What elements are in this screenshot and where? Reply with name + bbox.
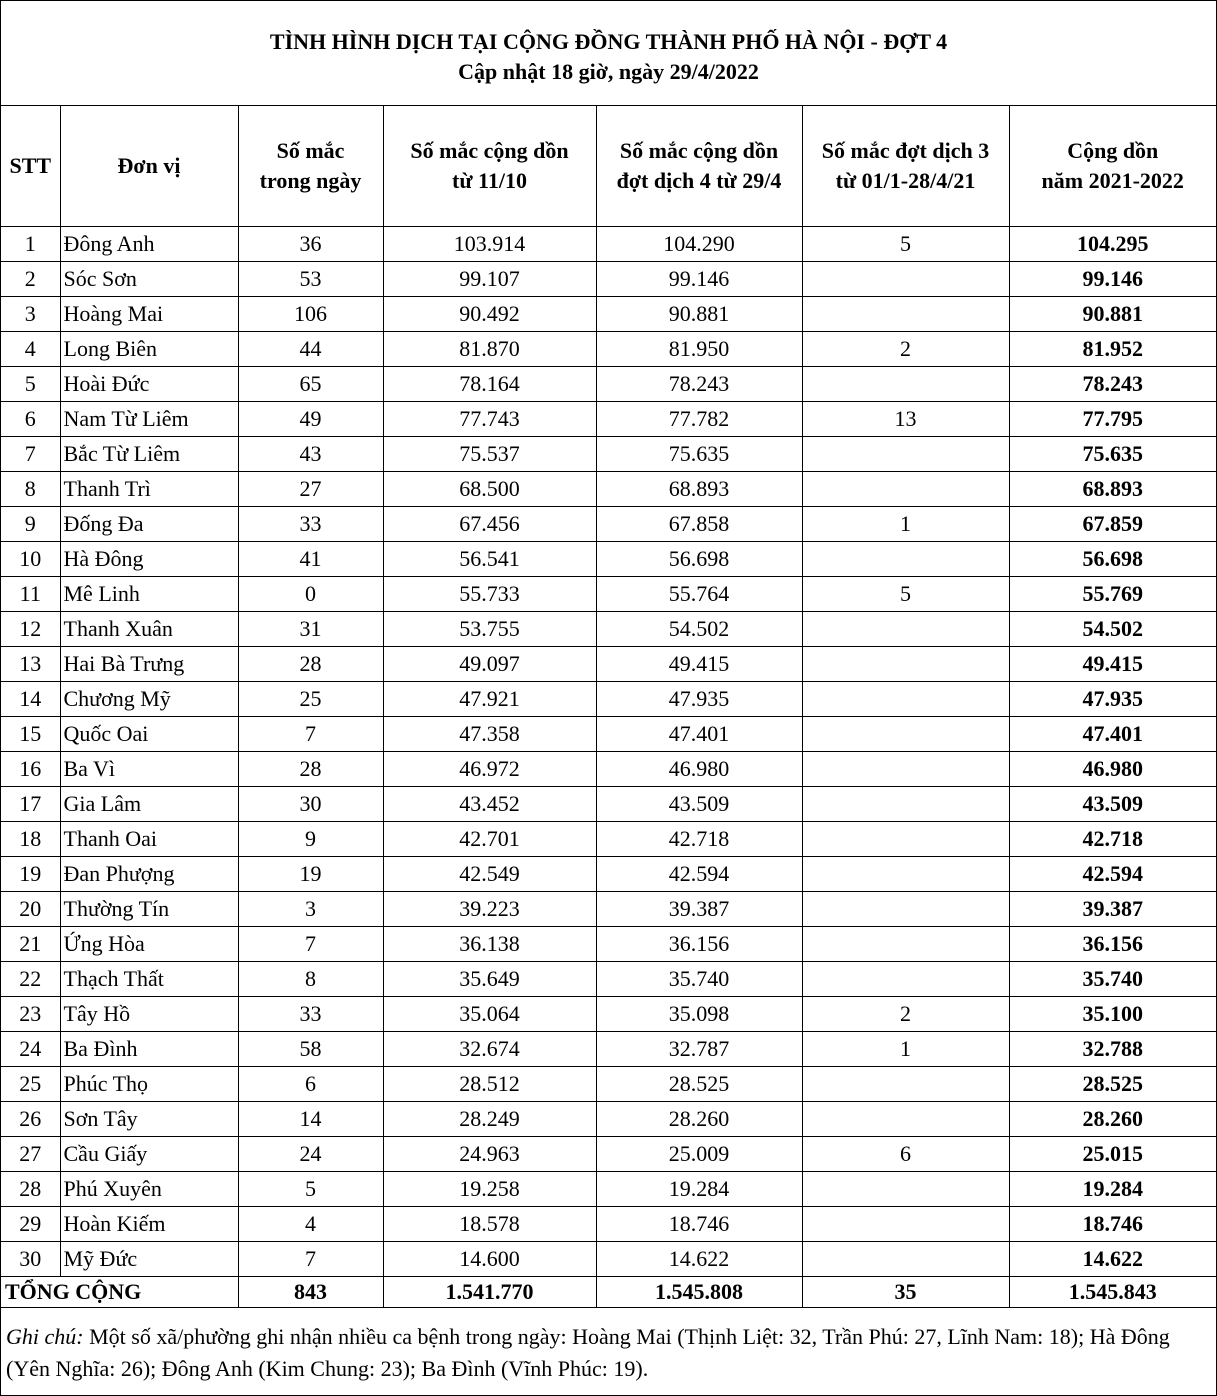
cell-don-vi: Ba Đình bbox=[60, 1032, 238, 1067]
cell-so-mac-trong-ngay: 36 bbox=[238, 227, 383, 262]
header-stt: STT bbox=[1, 106, 60, 227]
cell-so-mac-trong-ngay: 8 bbox=[238, 962, 383, 997]
cell-don-vi: Long Biên bbox=[60, 332, 238, 367]
cell-so-mac-trong-ngay: 25 bbox=[238, 682, 383, 717]
cell-stt: 5 bbox=[1, 367, 60, 402]
cell-don-vi: Phúc Thọ bbox=[60, 1067, 238, 1102]
title-block bbox=[1, 1, 1216, 106]
cell-cong-don-dot4: 104.290 bbox=[596, 227, 802, 262]
cell-cong-don-nam: 47.401 bbox=[1009, 717, 1216, 752]
cell-so-mac-trong-ngay: 6 bbox=[238, 1067, 383, 1102]
cell-cong-don-nam: 28.260 bbox=[1009, 1102, 1216, 1137]
cell-stt: 16 bbox=[1, 752, 60, 787]
cell-stt: 10 bbox=[1, 542, 60, 577]
cell-don-vi: Đan Phượng bbox=[60, 857, 238, 892]
header-dot3: Số mắc đợt dịch 3 từ 01/1-28/4/21 bbox=[802, 106, 1009, 227]
total-so-mac-trong-ngay: 843 bbox=[238, 1277, 383, 1308]
cell-so-mac-trong-ngay: 44 bbox=[238, 332, 383, 367]
cell-cong-don-11-10: 28.249 bbox=[383, 1102, 596, 1137]
cell-dot3 bbox=[802, 647, 1009, 682]
cell-cong-don-dot4: 67.858 bbox=[596, 507, 802, 542]
cell-don-vi: Phú Xuyên bbox=[60, 1172, 238, 1207]
cell-cong-don-11-10: 42.549 bbox=[383, 857, 596, 892]
cell-so-mac-trong-ngay: 33 bbox=[238, 997, 383, 1032]
cell-so-mac-trong-ngay: 28 bbox=[238, 752, 383, 787]
cell-cong-don-dot4: 42.594 bbox=[596, 857, 802, 892]
cell-cong-don-dot4: 25.009 bbox=[596, 1137, 802, 1172]
cell-don-vi: Thanh Xuân bbox=[60, 612, 238, 647]
table-row bbox=[1, 752, 1216, 787]
cell-dot3 bbox=[802, 752, 1009, 787]
table-row bbox=[1, 227, 1216, 262]
cell-cong-don-dot4: 55.764 bbox=[596, 577, 802, 612]
cell-cong-don-11-10: 43.452 bbox=[383, 787, 596, 822]
cell-stt: 11 bbox=[1, 577, 60, 612]
cell-cong-don-11-10: 67.456 bbox=[383, 507, 596, 542]
cell-stt: 15 bbox=[1, 717, 60, 752]
cell-so-mac-trong-ngay: 49 bbox=[238, 402, 383, 437]
cell-cong-don-nam: 90.881 bbox=[1009, 297, 1216, 332]
cell-cong-don-dot4: 19.284 bbox=[596, 1172, 802, 1207]
table-row bbox=[1, 1172, 1216, 1207]
cell-cong-don-dot4: 18.746 bbox=[596, 1207, 802, 1242]
cell-dot3 bbox=[802, 822, 1009, 857]
cell-so-mac-trong-ngay: 9 bbox=[238, 822, 383, 857]
cell-so-mac-trong-ngay: 58 bbox=[238, 1032, 383, 1067]
cell-dot3: 5 bbox=[802, 577, 1009, 612]
cell-don-vi: Ba Vì bbox=[60, 752, 238, 787]
cell-stt: 25 bbox=[1, 1067, 60, 1102]
cell-stt: 29 bbox=[1, 1207, 60, 1242]
cell-dot3 bbox=[802, 542, 1009, 577]
cell-dot3: 5 bbox=[802, 227, 1009, 262]
header-cong-don-11-10: Số mắc cộng dồn từ 11/10 bbox=[383, 106, 596, 227]
cell-dot3 bbox=[802, 682, 1009, 717]
cell-cong-don-nam: 42.594 bbox=[1009, 857, 1216, 892]
cell-so-mac-trong-ngay: 41 bbox=[238, 542, 383, 577]
cell-cong-don-nam: 35.100 bbox=[1009, 997, 1216, 1032]
cell-dot3 bbox=[802, 1172, 1009, 1207]
cell-don-vi: Hai Bà Trưng bbox=[60, 647, 238, 682]
cell-cong-don-nam: 55.769 bbox=[1009, 577, 1216, 612]
header-don-vi: Đơn vị bbox=[60, 106, 238, 227]
total-dot3: 35 bbox=[802, 1277, 1009, 1308]
table-row bbox=[1, 577, 1216, 612]
cell-stt: 21 bbox=[1, 927, 60, 962]
cell-cong-don-11-10: 39.223 bbox=[383, 892, 596, 927]
cell-don-vi: Gia Lâm bbox=[60, 787, 238, 822]
table-row bbox=[1, 857, 1216, 892]
cell-cong-don-11-10: 49.097 bbox=[383, 647, 596, 682]
cell-so-mac-trong-ngay: 14 bbox=[238, 1102, 383, 1137]
total-cong-don-dot4: 1.545.808 bbox=[596, 1277, 802, 1308]
cell-stt: 30 bbox=[1, 1242, 60, 1277]
cases-table bbox=[1, 106, 1216, 1308]
cell-don-vi: Cầu Giấy bbox=[60, 1137, 238, 1172]
cell-cong-don-nam: 42.718 bbox=[1009, 822, 1216, 857]
table-row bbox=[1, 437, 1216, 472]
cell-cong-don-11-10: 35.649 bbox=[383, 962, 596, 997]
table-row bbox=[1, 822, 1216, 857]
cell-stt: 27 bbox=[1, 1137, 60, 1172]
cell-cong-don-nam: 99.146 bbox=[1009, 262, 1216, 297]
cell-don-vi: Chương Mỹ bbox=[60, 682, 238, 717]
cell-cong-don-nam: 36.156 bbox=[1009, 927, 1216, 962]
cell-don-vi: Thanh Oai bbox=[60, 822, 238, 857]
cell-dot3 bbox=[802, 717, 1009, 752]
table-row bbox=[1, 1242, 1216, 1277]
cell-cong-don-nam: 68.893 bbox=[1009, 472, 1216, 507]
table-body bbox=[1, 227, 1216, 1308]
cell-cong-don-dot4: 81.950 bbox=[596, 332, 802, 367]
cell-cong-don-dot4: 46.980 bbox=[596, 752, 802, 787]
cell-so-mac-trong-ngay: 3 bbox=[238, 892, 383, 927]
cell-dot3 bbox=[802, 1242, 1009, 1277]
cell-cong-don-dot4: 14.622 bbox=[596, 1242, 802, 1277]
cell-so-mac-trong-ngay: 27 bbox=[238, 472, 383, 507]
cell-cong-don-nam: 47.935 bbox=[1009, 682, 1216, 717]
cell-dot3: 1 bbox=[802, 507, 1009, 542]
cell-cong-don-dot4: 90.881 bbox=[596, 297, 802, 332]
cell-don-vi: Tây Hồ bbox=[60, 997, 238, 1032]
table-row bbox=[1, 1137, 1216, 1172]
cell-cong-don-dot4: 78.243 bbox=[596, 367, 802, 402]
cell-cong-don-11-10: 32.674 bbox=[383, 1032, 596, 1067]
table-row bbox=[1, 927, 1216, 962]
cell-cong-don-11-10: 103.914 bbox=[383, 227, 596, 262]
cell-cong-don-nam: 56.698 bbox=[1009, 542, 1216, 577]
cell-dot3 bbox=[802, 297, 1009, 332]
cell-stt: 2 bbox=[1, 262, 60, 297]
total-cong-don-nam: 1.545.843 bbox=[1009, 1277, 1216, 1308]
table-row bbox=[1, 472, 1216, 507]
cell-cong-don-dot4: 28.525 bbox=[596, 1067, 802, 1102]
cell-don-vi: Ứng Hòa bbox=[60, 927, 238, 962]
table-row bbox=[1, 332, 1216, 367]
table-row bbox=[1, 1207, 1216, 1242]
table-row bbox=[1, 262, 1216, 297]
cell-cong-don-nam: 35.740 bbox=[1009, 962, 1216, 997]
cell-cong-don-dot4: 75.635 bbox=[596, 437, 802, 472]
cell-cong-don-11-10: 81.870 bbox=[383, 332, 596, 367]
cell-dot3: 1 bbox=[802, 1032, 1009, 1067]
cell-cong-don-nam: 19.284 bbox=[1009, 1172, 1216, 1207]
cell-cong-don-dot4: 35.740 bbox=[596, 962, 802, 997]
cell-so-mac-trong-ngay: 7 bbox=[238, 927, 383, 962]
cell-don-vi: Thanh Trì bbox=[60, 472, 238, 507]
cell-so-mac-trong-ngay: 0 bbox=[238, 577, 383, 612]
cell-stt: 6 bbox=[1, 402, 60, 437]
report-subtitle: Cập nhật 18 giờ, ngày 29/4/2022 bbox=[458, 59, 759, 84]
cell-stt: 3 bbox=[1, 297, 60, 332]
cell-dot3 bbox=[802, 472, 1009, 507]
cell-cong-don-nam: 67.859 bbox=[1009, 507, 1216, 542]
total-row bbox=[1, 1277, 1216, 1308]
table-row bbox=[1, 892, 1216, 927]
table-row bbox=[1, 787, 1216, 822]
cell-cong-don-11-10: 75.537 bbox=[383, 437, 596, 472]
report-title: TÌNH HÌNH DỊCH TẠI CỘNG ĐỒNG THÀNH PHỐ HÀ NỘI - ĐỢT 4 bbox=[269, 29, 948, 54]
table-row bbox=[1, 1032, 1216, 1067]
cell-so-mac-trong-ngay: 4 bbox=[238, 1207, 383, 1242]
cell-don-vi: Sơn Tây bbox=[60, 1102, 238, 1137]
cell-cong-don-nam: 77.795 bbox=[1009, 402, 1216, 437]
table-row bbox=[1, 1102, 1216, 1137]
cell-dot3: 2 bbox=[802, 997, 1009, 1032]
cell-so-mac-trong-ngay: 24 bbox=[238, 1137, 383, 1172]
cell-dot3 bbox=[802, 1207, 1009, 1242]
table-row bbox=[1, 297, 1216, 332]
cell-cong-don-dot4: 68.893 bbox=[596, 472, 802, 507]
table-row bbox=[1, 1067, 1216, 1102]
table-row bbox=[1, 402, 1216, 437]
cell-cong-don-nam: 28.525 bbox=[1009, 1067, 1216, 1102]
cell-stt: 1 bbox=[1, 227, 60, 262]
cell-so-mac-trong-ngay: 7 bbox=[238, 717, 383, 752]
table-row bbox=[1, 997, 1216, 1032]
cell-don-vi: Thạch Thất bbox=[60, 962, 238, 997]
cell-cong-don-11-10: 35.064 bbox=[383, 997, 596, 1032]
cell-stt: 20 bbox=[1, 892, 60, 927]
cell-cong-don-nam: 43.509 bbox=[1009, 787, 1216, 822]
cell-stt: 9 bbox=[1, 507, 60, 542]
cell-don-vi: Hoài Đức bbox=[60, 367, 238, 402]
cell-cong-don-nam: 49.415 bbox=[1009, 647, 1216, 682]
cell-stt: 28 bbox=[1, 1172, 60, 1207]
cell-so-mac-trong-ngay: 106 bbox=[238, 297, 383, 332]
cell-stt: 17 bbox=[1, 787, 60, 822]
footnote-text: Một số xã/phường ghi nhận nhiều ca bệnh trong ngày: Hoàng Mai (Thịnh Liệt: 32, Trần Phú: 27, Lĩnh Nam: 18); Hà Đông (Yên Nghĩa: 26); Đông Anh (Kim Chung: 23); Ba Đình (Vĩnh Phúc: 19). bbox=[6, 1324, 1170, 1381]
cell-cong-don-dot4: 56.698 bbox=[596, 542, 802, 577]
cell-don-vi: Mỹ Đức bbox=[60, 1242, 238, 1277]
total-label: TỔNG CỘNG bbox=[1, 1277, 238, 1308]
total-cong-don-11-10: 1.541.770 bbox=[383, 1277, 596, 1308]
cell-cong-don-nam: 32.788 bbox=[1009, 1032, 1216, 1067]
cell-stt: 22 bbox=[1, 962, 60, 997]
cell-dot3 bbox=[802, 612, 1009, 647]
cell-don-vi: Mê Linh bbox=[60, 577, 238, 612]
cell-cong-don-dot4: 99.146 bbox=[596, 262, 802, 297]
cell-cong-don-11-10: 68.500 bbox=[383, 472, 596, 507]
table-row bbox=[1, 612, 1216, 647]
cell-dot3 bbox=[802, 262, 1009, 297]
cell-stt: 4 bbox=[1, 332, 60, 367]
cell-stt: 19 bbox=[1, 857, 60, 892]
cell-cong-don-nam: 81.952 bbox=[1009, 332, 1216, 367]
footnote bbox=[6, 1321, 1211, 1385]
cell-cong-don-nam: 18.746 bbox=[1009, 1207, 1216, 1242]
cell-dot3 bbox=[802, 1067, 1009, 1102]
cell-cong-don-nam: 75.635 bbox=[1009, 437, 1216, 472]
cell-stt: 23 bbox=[1, 997, 60, 1032]
cell-so-mac-trong-ngay: 43 bbox=[238, 437, 383, 472]
cell-cong-don-11-10: 24.963 bbox=[383, 1137, 596, 1172]
cell-stt: 12 bbox=[1, 612, 60, 647]
cell-so-mac-trong-ngay: 31 bbox=[238, 612, 383, 647]
cell-cong-don-11-10: 42.701 bbox=[383, 822, 596, 857]
table-row bbox=[1, 507, 1216, 542]
cell-cong-don-dot4: 35.098 bbox=[596, 997, 802, 1032]
cell-dot3 bbox=[802, 367, 1009, 402]
cell-cong-don-nam: 14.622 bbox=[1009, 1242, 1216, 1277]
cell-cong-don-dot4: 47.935 bbox=[596, 682, 802, 717]
table-row bbox=[1, 647, 1216, 682]
cell-dot3 bbox=[802, 857, 1009, 892]
cell-dot3 bbox=[802, 892, 1009, 927]
cell-stt: 14 bbox=[1, 682, 60, 717]
cell-cong-don-11-10: 14.600 bbox=[383, 1242, 596, 1277]
cell-cong-don-11-10: 28.512 bbox=[383, 1067, 596, 1102]
cell-don-vi: Thường Tín bbox=[60, 892, 238, 927]
cell-cong-don-nam: 78.243 bbox=[1009, 367, 1216, 402]
cell-dot3: 13 bbox=[802, 402, 1009, 437]
cell-dot3 bbox=[802, 962, 1009, 997]
cell-so-mac-trong-ngay: 65 bbox=[238, 367, 383, 402]
cell-dot3 bbox=[802, 437, 1009, 472]
cell-don-vi: Hoàng Mai bbox=[60, 297, 238, 332]
cell-cong-don-dot4: 54.502 bbox=[596, 612, 802, 647]
cell-cong-don-11-10: 99.107 bbox=[383, 262, 596, 297]
cell-don-vi: Hà Đông bbox=[60, 542, 238, 577]
cell-cong-don-nam: 54.502 bbox=[1009, 612, 1216, 647]
cell-cong-don-11-10: 19.258 bbox=[383, 1172, 596, 1207]
cell-cong-don-dot4: 49.415 bbox=[596, 647, 802, 682]
header-row bbox=[1, 106, 1216, 227]
cell-dot3 bbox=[802, 1102, 1009, 1137]
cell-cong-don-nam: 104.295 bbox=[1009, 227, 1216, 262]
cell-cong-don-dot4: 43.509 bbox=[596, 787, 802, 822]
cell-don-vi: Đông Anh bbox=[60, 227, 238, 262]
cell-cong-don-dot4: 39.387 bbox=[596, 892, 802, 927]
cell-don-vi: Quốc Oai bbox=[60, 717, 238, 752]
table-row bbox=[1, 367, 1216, 402]
cell-don-vi: Sóc Sơn bbox=[60, 262, 238, 297]
cell-so-mac-trong-ngay: 19 bbox=[238, 857, 383, 892]
cell-stt: 18 bbox=[1, 822, 60, 857]
cell-cong-don-dot4: 32.787 bbox=[596, 1032, 802, 1067]
cell-so-mac-trong-ngay: 5 bbox=[238, 1172, 383, 1207]
cell-stt: 24 bbox=[1, 1032, 60, 1067]
cell-cong-don-11-10: 55.733 bbox=[383, 577, 596, 612]
cell-cong-don-dot4: 77.782 bbox=[596, 402, 802, 437]
cell-don-vi: Bắc Từ Liêm bbox=[60, 437, 238, 472]
cell-cong-don-dot4: 36.156 bbox=[596, 927, 802, 962]
cell-so-mac-trong-ngay: 53 bbox=[238, 262, 383, 297]
cell-stt: 7 bbox=[1, 437, 60, 472]
cell-dot3: 6 bbox=[802, 1137, 1009, 1172]
cell-cong-don-11-10: 36.138 bbox=[383, 927, 596, 962]
cell-cong-don-nam: 39.387 bbox=[1009, 892, 1216, 927]
cell-so-mac-trong-ngay: 33 bbox=[238, 507, 383, 542]
cell-dot3 bbox=[802, 927, 1009, 962]
cell-stt: 8 bbox=[1, 472, 60, 507]
cell-don-vi: Nam Từ Liêm bbox=[60, 402, 238, 437]
cell-cong-don-11-10: 47.358 bbox=[383, 717, 596, 752]
cell-stt: 26 bbox=[1, 1102, 60, 1137]
cell-cong-don-nam: 25.015 bbox=[1009, 1137, 1216, 1172]
cell-stt: 13 bbox=[1, 647, 60, 682]
cell-cong-don-11-10: 77.743 bbox=[383, 402, 596, 437]
footnote-label: Ghi chú: bbox=[6, 1324, 84, 1349]
cell-don-vi: Hoàn Kiếm bbox=[60, 1207, 238, 1242]
header-cong-don-dot4: Số mắc cộng dồn đợt dịch 4 từ 29/4 bbox=[596, 106, 802, 227]
table-row bbox=[1, 682, 1216, 717]
cell-cong-don-11-10: 78.164 bbox=[383, 367, 596, 402]
header-so-mac-trong-ngay: Số mắc trong ngày bbox=[238, 106, 383, 227]
cell-cong-don-11-10: 46.972 bbox=[383, 752, 596, 787]
cell-cong-don-11-10: 56.541 bbox=[383, 542, 596, 577]
cell-cong-don-11-10: 90.492 bbox=[383, 297, 596, 332]
header-cong-don-nam: Cộng dồn năm 2021-2022 bbox=[1009, 106, 1216, 227]
cell-cong-don-11-10: 18.578 bbox=[383, 1207, 596, 1242]
cell-cong-don-11-10: 47.921 bbox=[383, 682, 596, 717]
cell-so-mac-trong-ngay: 7 bbox=[238, 1242, 383, 1277]
cell-cong-don-dot4: 47.401 bbox=[596, 717, 802, 752]
table-row bbox=[1, 717, 1216, 752]
cell-cong-don-dot4: 28.260 bbox=[596, 1102, 802, 1137]
cell-cong-don-nam: 46.980 bbox=[1009, 752, 1216, 787]
cell-dot3: 2 bbox=[802, 332, 1009, 367]
cell-so-mac-trong-ngay: 28 bbox=[238, 647, 383, 682]
cell-cong-don-dot4: 42.718 bbox=[596, 822, 802, 857]
table-row bbox=[1, 542, 1216, 577]
cell-so-mac-trong-ngay: 30 bbox=[238, 787, 383, 822]
cell-cong-don-11-10: 53.755 bbox=[383, 612, 596, 647]
cell-don-vi: Đống Đa bbox=[60, 507, 238, 542]
table-row bbox=[1, 962, 1216, 997]
cell-dot3 bbox=[802, 787, 1009, 822]
